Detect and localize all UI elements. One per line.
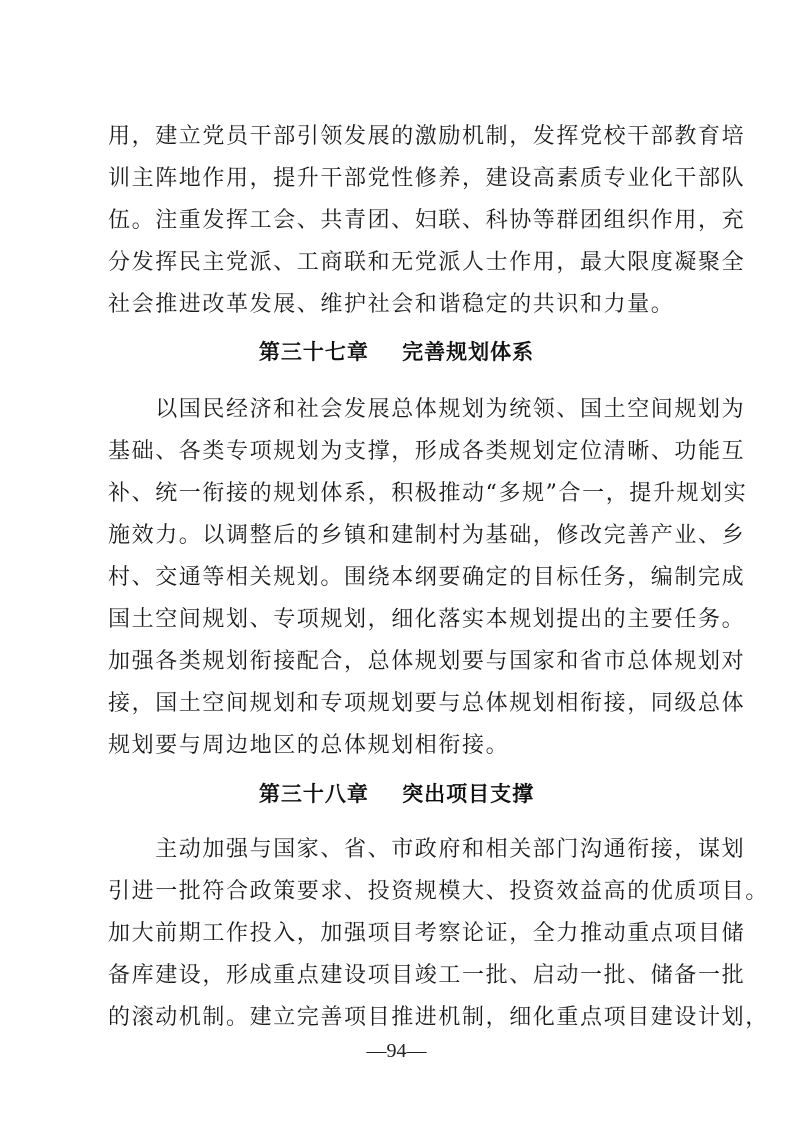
paragraph-2-line-3: 补、统一衔接的规划体系，积极推动“多规”合一，提升规划实 [108, 481, 748, 506]
paragraph-2-line-9: 规划要与周边地区的总体规划相衔接。 [108, 733, 510, 758]
paragraph-2-line-2: 基础、各类专项规划为支撑，形成各类规划定位清晰、功能互 [108, 439, 746, 464]
paragraph-1-line-5: 社会推进改革发展、维护社会和谐稳定的共识和力量。 [108, 292, 675, 317]
paragraph-2-line-1: 以国民经济和社会发展总体规划为统领、国土空间规划为 [108, 397, 746, 422]
paragraph-1-line-1: 用，建立党员干部引领发展的激励机制，发挥党校干部教育培 [108, 124, 746, 149]
paragraph-2-line-4: 施效力。以调整后的乡镇和建制村为基础，修改完善产业、乡 [108, 523, 746, 548]
chapter-37-heading: 第三十七章 完善规划体系 [258, 340, 535, 364]
paragraph-1-line-2: 训主阵地作用，提升干部党性修养，建设高素质专业化干部队 [108, 166, 746, 191]
paragraph-3-line-3: 加大前期工作投入，加强项目考察论证，全力推动重点项目储 [108, 921, 746, 946]
paragraph-2-line-5: 村、交通等相关规划。围绕本纲要确定的目标任务，编制完成 [108, 565, 746, 590]
paragraph-2-line-7: 加强各类规划衔接配合，总体规划要与国家和省市总体规划对 [108, 649, 746, 674]
paragraph-3-line-2: 引进一批符合政策要求、投资规模大、投资效益高的优质项目。 [108, 879, 769, 904]
paragraph-2-line-8: 接，国土空间规划和专项规划要与总体规划相衔接，同级总体 [108, 691, 746, 716]
chapter-38-heading: 第三十八章 突出项目支撑 [258, 782, 535, 806]
paragraph-2-line-6: 国土空间规划、专项规划，细化落实本规划提出的主要任务。 [108, 607, 746, 632]
paragraph-3-line-1: 主动加强与国家、省、市政府和相关部门沟通衔接，谋划 [108, 837, 746, 862]
paragraph-1-line-3: 伍。注重发挥工会、共青团、妇联、科协等群团组织作用，充 [108, 208, 746, 233]
page-number: —94— [366, 1040, 427, 1062]
paragraph-3-line-5: 的滚动机制。建立完善项目推进机制，细化重点项目建设计划， [108, 1005, 769, 1030]
paragraph-1-line-4: 分发挥民主党派、工商联和无党派人士作用，最大限度凝聚全 [108, 250, 746, 275]
paragraph-3-line-4: 备库建设，形成重点建设项目竣工一批、启动一批、储备一批 [108, 963, 746, 988]
